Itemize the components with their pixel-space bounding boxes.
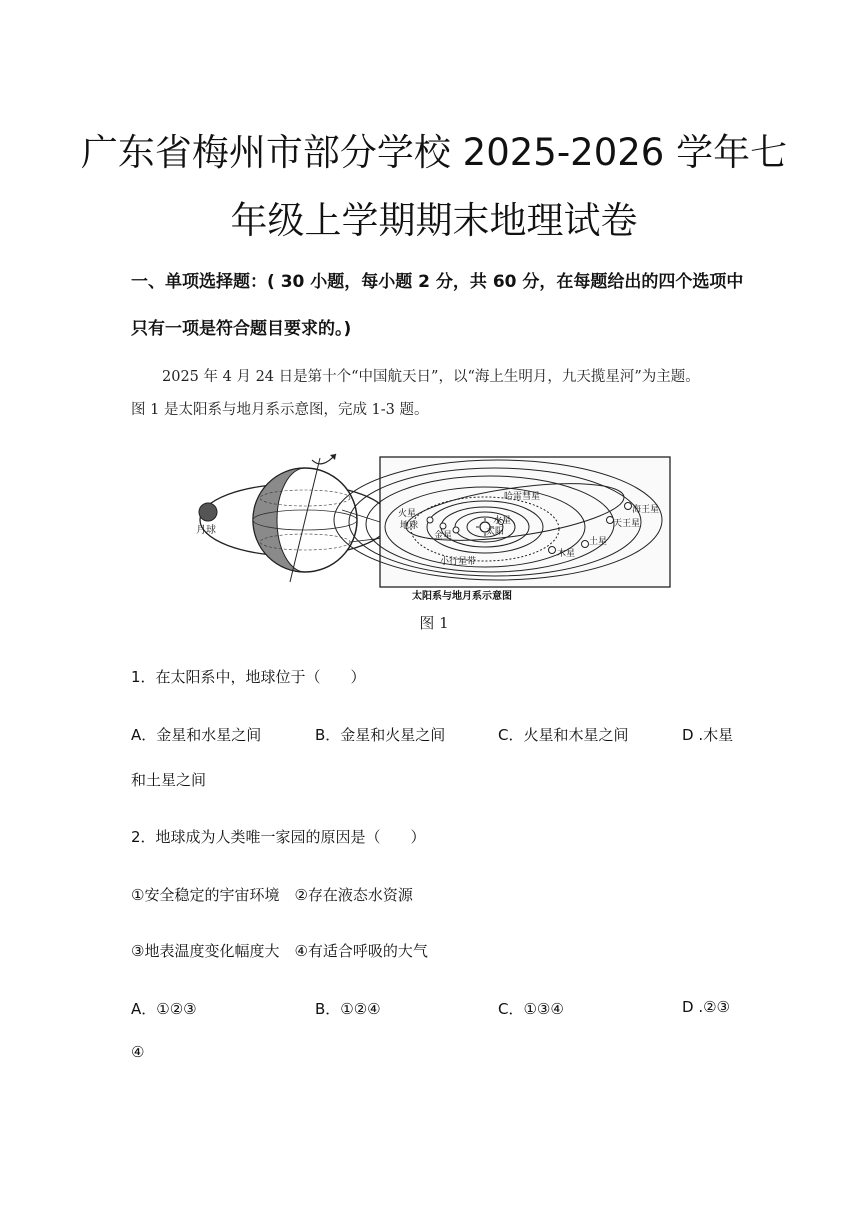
label-mars: 火星 [398, 509, 417, 519]
q1-option-b[interactable]: B．金星和火星之间 [315, 726, 446, 744]
label-sun: 太阳 [486, 527, 505, 537]
q2-option-b[interactable]: B．①②④ [315, 1000, 381, 1018]
intro-text-line-2: 图 1 是太阳系与地月系示意图，完成 1-3 题。 [131, 402, 429, 418]
figure-caption: 图 1 [419, 614, 449, 632]
q2-option-d-wrap: ④ [131, 1043, 145, 1061]
earth-icon [440, 523, 446, 529]
q1-option-a[interactable]: A．金星和水星之间 [131, 726, 262, 744]
label-venus: 金星 [434, 531, 453, 541]
q1-option-c[interactable]: C．火星和木星之间 [498, 726, 629, 744]
label-comet: 哈雷彗星 [504, 492, 541, 502]
label-neptune: 海王星 [632, 505, 660, 515]
neptune-icon [625, 503, 632, 510]
label-saturn: 土星 [589, 537, 608, 547]
q1-option-d[interactable]: D .木星 [682, 726, 734, 744]
label-jupiter: 木星 [557, 549, 576, 559]
page-title-line-1: 广东省梅州市部分学校 2025-2026 学年七 [80, 131, 788, 174]
moon-label: 月球 [196, 525, 216, 536]
section-heading-line-1: 一、单项选择题：( 30 小题，每小题 2 分，共 60 分，在每题给出的四个选项中 [131, 272, 744, 292]
jupiter-icon [549, 547, 556, 554]
question-1-options [0, 724, 868, 744]
q1-option-d-wrap: 和土星之间 [131, 771, 207, 789]
page-title-line-2: 年级上学期期末地理试卷 [230, 199, 638, 242]
label-asteroid: 小行星带 [440, 557, 477, 567]
section-heading-line-2: 只有一项是符合题目要求的。) [131, 319, 352, 339]
q2-option-a[interactable]: A．①②③ [131, 1000, 197, 1018]
intro-text-line-1: 2025 年 4 月 24 日是第十个“中国航天日”，以“海上生明月，九天揽星河”为主题。 [162, 369, 700, 385]
mars-icon [427, 517, 433, 523]
label-earth: 地球 [400, 521, 419, 531]
saturn-icon [582, 541, 589, 548]
label-mercury: 水星 [493, 516, 512, 526]
venus-icon [453, 527, 459, 533]
question-1-stem: 1．在太阳系中，地球位于（ ） [131, 668, 366, 686]
figure-inner-caption: 太阳系与地月系示意图 [412, 591, 512, 602]
question-2-stem: 2．地球成为人类唯一家园的原因是（ ） [131, 828, 426, 846]
q2-option-c[interactable]: C．①③④ [498, 1000, 564, 1018]
question-2-options [0, 998, 868, 1018]
solar-system-figure [190, 440, 680, 610]
q2-option-d[interactable]: D .②③ [682, 998, 730, 1016]
q2-statements-1: ①安全稳定的宇宙环境 ②存在液态水资源 [131, 886, 413, 904]
q2-statements-2: ③地表温度变化幅度大 ④有适合呼吸的大气 [131, 942, 428, 960]
moon-icon [199, 503, 217, 521]
label-uranus: 天王星 [613, 519, 641, 529]
